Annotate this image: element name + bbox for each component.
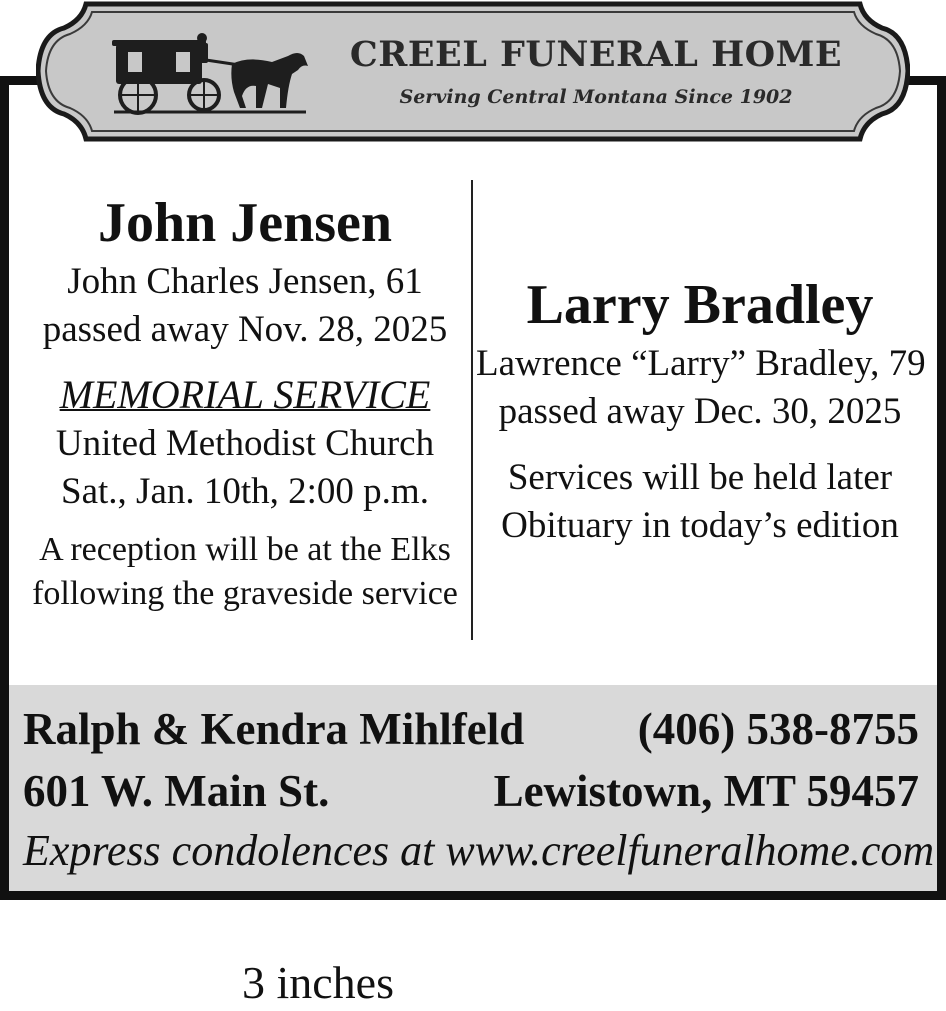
reception-line-2: following the graveside service: [32, 575, 458, 612]
full-name-age: John Charles Jensen, 61: [67, 261, 423, 302]
contact-footer: [9, 685, 937, 891]
obituary-bradley: [476, 270, 924, 550]
reception-line-1: A reception will be at the Elks: [39, 531, 451, 568]
passed-date: passed away Nov. 28, 2025: [42, 309, 448, 350]
obituary-jensen: [18, 188, 472, 616]
condolences-url: Express condolences at www.creelfuneralhome.com: [23, 826, 935, 875]
obituary-note: Obituary in today’s edition: [501, 505, 899, 546]
deceased-name: John Jensen: [97, 192, 393, 254]
brand-tagline: Serving Central Montana Since 1902: [399, 86, 793, 108]
memorial-service-heading: MEMORIAL SERVICE: [59, 372, 431, 417]
passed-date: passed away Dec. 30, 2025: [498, 391, 902, 432]
header-banner: [36, 0, 910, 143]
brand-name: CREEL FUNERAL HOME: [349, 34, 843, 75]
street-address: 601 W. Main St.: [23, 766, 330, 816]
service-datetime: Sat., Jan. 10th, 2:00 p.m.: [61, 471, 429, 512]
service-venue: United Methodist Church: [55, 423, 435, 464]
deceased-name: Larry Bradley: [526, 274, 874, 336]
services-note: Services will be held later: [507, 457, 893, 498]
owners-name: Ralph & Kendra Mihlfeld: [23, 704, 525, 754]
full-name-age: Lawrence “Larry” Bradley, 79: [476, 343, 926, 384]
city-state-zip: Lewistown, MT 59457: [493, 766, 919, 816]
phone-number: (406) 538-8755: [637, 704, 919, 754]
size-caption: 3 inches: [241, 957, 394, 1008]
column-divider: [471, 180, 473, 640]
